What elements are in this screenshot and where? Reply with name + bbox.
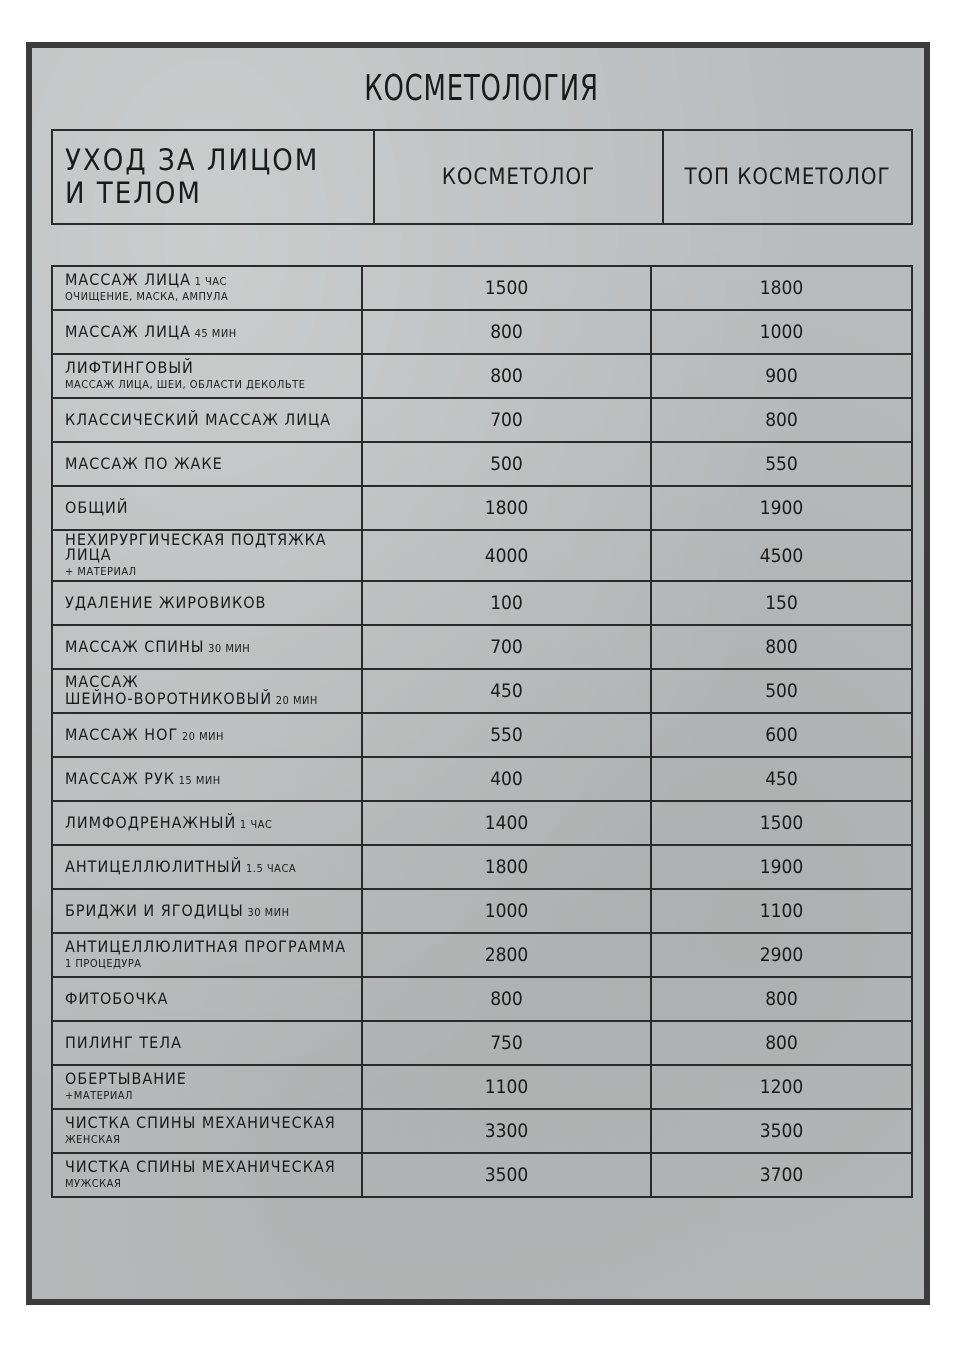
service-title [65, 812, 360, 832]
price-top-cosmetologist: 800 [651, 398, 912, 442]
table-row [52, 1153, 912, 1197]
table-row [52, 354, 912, 398]
service-details: +МАТЕРИАЛ [65, 1089, 133, 1102]
price-cosmetologist: 450 [362, 669, 651, 713]
service-name-cell [52, 1065, 362, 1109]
price-top-cosmetologist: 550 [651, 442, 912, 486]
service-title [65, 768, 360, 788]
service-name-cell [52, 845, 362, 889]
price-top-cosmetologist: 450 [651, 757, 912, 801]
service-title [65, 272, 360, 289]
service-title [65, 532, 360, 564]
service-title [65, 497, 360, 517]
service-name-cell [52, 757, 362, 801]
price-cosmetologist: 1800 [362, 486, 651, 530]
price-cosmetologist: 700 [362, 398, 651, 442]
header-table [51, 129, 913, 225]
service-duration: 45 МИН [190, 326, 237, 340]
price-top-cosmetologist: 3500 [651, 1109, 912, 1153]
service-name: БРИДЖИ И ЯГОДИЦЫ [65, 900, 244, 920]
service-name-cell [52, 442, 362, 486]
service-name: УДАЛЕНИЕ ЖИРОВИКОВ [65, 592, 267, 612]
service-duration: 1.5 ЧАСА [242, 861, 297, 875]
table-row [52, 801, 912, 845]
price-cosmetologist: 750 [362, 1021, 651, 1065]
service-title-line-2 [65, 691, 360, 708]
service-title [65, 409, 360, 429]
category-line-1: УХОД ЗА ЛИЦОМ [65, 143, 320, 177]
service-title [65, 724, 360, 744]
table-row [52, 530, 912, 581]
price-top-cosmetologist: 150 [651, 581, 912, 625]
service-details: ОЧИЩЕНИЕ, МАСКА, АМПУЛА [65, 290, 229, 303]
service-name: ЛИМФОДРЕНАЖНЫЙ [65, 812, 237, 832]
service-name: АНТИЦЕЛЛЮЛИТНАЯ ПРОГРАММА [65, 937, 347, 956]
price-cosmetologist: 800 [362, 977, 651, 1021]
service-name: НЕХИРУРГИЧЕСКАЯ ПОДТЯЖКА ЛИЦА [65, 530, 327, 564]
price-cosmetologist: 3300 [362, 1109, 651, 1153]
service-title [65, 900, 360, 920]
table-row [52, 310, 912, 354]
service-name-cell [52, 977, 362, 1021]
service-name: ПИЛИНГ ТЕЛА [65, 1032, 182, 1052]
service-name: ОБЩИЙ [65, 497, 129, 517]
service-duration: 15 МИН [174, 773, 221, 787]
service-name: МАССАЖ РУК [65, 768, 175, 788]
service-details: + МАТЕРИАЛ [65, 565, 137, 578]
service-name-cell [52, 310, 362, 354]
service-title [65, 321, 360, 341]
table-row [52, 398, 912, 442]
service-name-cell [52, 933, 362, 977]
table-row [52, 486, 912, 530]
service-name-cell [52, 530, 362, 581]
service-duration: 1 ЧАС [236, 817, 273, 831]
service-name: МАССАЖ СПИНЫ [65, 636, 205, 656]
category-cell [52, 130, 374, 224]
service-duration: 1 ЧАС [190, 275, 227, 288]
service-name: КЛАССИЧЕСКИЙ МАССАЖ ЛИЦА [65, 409, 332, 429]
service-name-cell [52, 889, 362, 933]
service-name-cell [52, 669, 362, 713]
service-name-cell [52, 801, 362, 845]
service-name-2: ШЕЙНО-ВОРОТНИКОВЫЙ [65, 689, 273, 708]
page-title: КОСМЕТОЛОГИЯ [364, 68, 599, 109]
price-top-cosmetologist: 3700 [651, 1153, 912, 1197]
table-row [52, 1109, 912, 1153]
service-name-cell [52, 625, 362, 669]
service-title [65, 856, 360, 876]
service-name-cell [52, 1021, 362, 1065]
service-name-cell [52, 1153, 362, 1197]
service-duration: 20 МИН [178, 729, 224, 743]
table-row [52, 581, 912, 625]
service-name: ФИТОБОЧКА [65, 988, 169, 1008]
price-top-cosmetologist: 900 [651, 354, 912, 398]
service-name: ЛИФТИНГОВЫЙ [65, 358, 194, 377]
service-title [65, 636, 360, 656]
price-cosmetologist: 1500 [362, 266, 651, 310]
price-cosmetologist: 550 [362, 713, 651, 757]
service-name-cell [52, 1109, 362, 1153]
service-details: 1 ПРОЦЕДУРА [65, 957, 142, 970]
price-top-cosmetologist: 2900 [651, 933, 912, 977]
table-row [52, 933, 912, 977]
service-title [65, 1071, 360, 1088]
table-row [52, 713, 912, 757]
table-row [52, 669, 912, 713]
service-name: МАССАЖ ПО ЖАКЕ [65, 453, 223, 473]
column-header-top-cosmetologist: ТОП КОСМЕТОЛОГ [663, 130, 912, 224]
service-name: МАССАЖ ЛИЦА [65, 270, 191, 289]
service-title [65, 1115, 360, 1132]
service-name-cell [52, 354, 362, 398]
price-top-cosmetologist: 500 [651, 669, 912, 713]
price-cosmetologist: 700 [362, 625, 651, 669]
price-top-cosmetologist: 800 [651, 625, 912, 669]
service-duration: 30 МИН [243, 905, 290, 919]
service-name-cell [52, 486, 362, 530]
service-title [65, 453, 360, 473]
table-row [52, 625, 912, 669]
service-name: ЧИСТКА СПИНЫ МЕХАНИЧЕСКАЯ [65, 1113, 336, 1132]
service-name: ОБЕРТЫВАНИЕ [65, 1069, 187, 1088]
service-title [65, 360, 360, 377]
price-cosmetologist: 800 [362, 310, 651, 354]
service-name: ЧИСТКА СПИНЫ МЕХАНИЧЕСКАЯ [65, 1157, 336, 1176]
service-name-cell [52, 581, 362, 625]
table-row [52, 266, 912, 310]
table-row [52, 1065, 912, 1109]
price-top-cosmetologist: 1500 [651, 801, 912, 845]
service-title [65, 939, 360, 956]
service-name-cell [52, 713, 362, 757]
price-cosmetologist: 4000 [362, 530, 651, 581]
service-title [65, 1032, 360, 1052]
table-row [52, 1021, 912, 1065]
service-name-cell [52, 398, 362, 442]
price-top-cosmetologist: 1200 [651, 1065, 912, 1109]
service-duration-2: 20 МИН [272, 694, 318, 707]
category-line-2: И ТЕЛОМ [65, 176, 202, 210]
price-cosmetologist: 500 [362, 442, 651, 486]
price-cosmetologist: 100 [362, 581, 651, 625]
price-top-cosmetologist: 1800 [651, 266, 912, 310]
price-cosmetologist: 1400 [362, 801, 651, 845]
service-title [65, 988, 360, 1008]
table-row [52, 977, 912, 1021]
table-row [52, 757, 912, 801]
price-cosmetologist: 2800 [362, 933, 651, 977]
table-row [52, 442, 912, 486]
service-title [65, 592, 360, 612]
price-cosmetologist: 3500 [362, 1153, 651, 1197]
service-name: МАССАЖ ЛИЦА [65, 321, 191, 341]
service-title [65, 1159, 360, 1176]
price-cosmetologist: 1100 [362, 1065, 651, 1109]
price-top-cosmetologist: 600 [651, 713, 912, 757]
price-top-cosmetologist: 1100 [651, 889, 912, 933]
service-name: МАССАЖ НОГ [65, 724, 179, 744]
column-header-cosmetologist: КОСМЕТОЛОГ [374, 130, 663, 224]
price-top-cosmetologist: 1900 [651, 486, 912, 530]
price-top-cosmetologist: 800 [651, 977, 912, 1021]
price-table [51, 265, 913, 1198]
price-cosmetologist: 800 [362, 354, 651, 398]
price-top-cosmetologist: 1900 [651, 845, 912, 889]
service-name-cell [52, 266, 362, 310]
service-name: МАССАЖ [65, 672, 139, 691]
table-row [52, 889, 912, 933]
price-top-cosmetologist: 800 [651, 1021, 912, 1065]
price-cosmetologist: 400 [362, 757, 651, 801]
price-cosmetologist: 1800 [362, 845, 651, 889]
service-duration: 30 МИН [204, 641, 251, 655]
service-details: МУЖСКАЯ [65, 1177, 122, 1190]
price-cosmetologist: 1000 [362, 889, 651, 933]
price-top-cosmetologist: 1000 [651, 310, 912, 354]
service-details: ЖЕНСКАЯ [65, 1133, 121, 1146]
service-name: АНТИЦЕЛЛЮЛИТНЫЙ [65, 856, 243, 876]
table-row [52, 845, 912, 889]
price-top-cosmetologist: 4500 [651, 530, 912, 581]
service-details: МАССАЖ ЛИЦА, ШЕИ, ОБЛАСТИ ДЕКОЛЬТЕ [65, 378, 306, 391]
